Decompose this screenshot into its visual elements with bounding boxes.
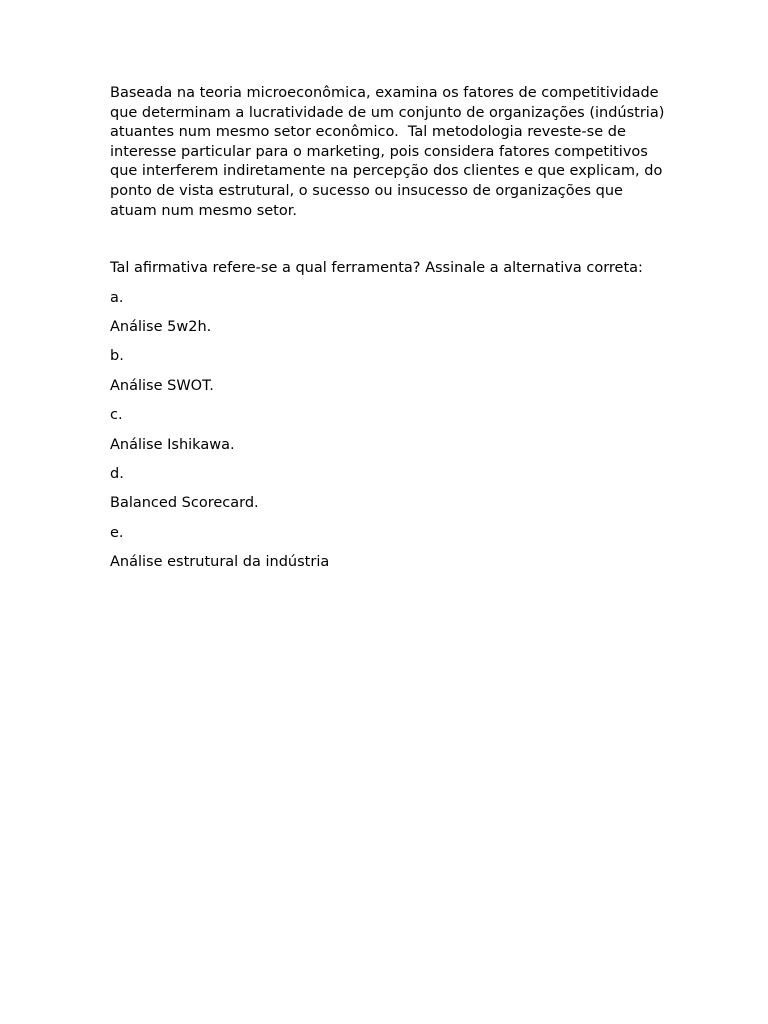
option-e-text: Análise estrutural da indústria	[110, 554, 330, 571]
option-b-text: Análise SWOT.	[110, 377, 214, 394]
question-text: Tal afirmativa refere-se a qual ferramenta? Assinale a alternativa correta:	[110, 260, 643, 277]
option-d-letter: d.	[110, 465, 124, 482]
options-list	[110, 279, 670, 573]
option-a-letter: a.	[110, 289, 124, 306]
document-content	[110, 84, 670, 573]
passage-text: Baseada na teoria microeconômica, examina os fatores de competitividade que determinam a lucratividade de um conjunto de organizações (indústria) atuantes num mesmo setor econômico. Tal metodologia reveste-se de interesse particular para o marketing, pois considera fatores competitivos que interferem indiretamente na percepção dos clientes e que explicam, do ponto de vista estrutural, o sucesso ou insucesso de organizações que atuam num mesmo setor.	[110, 85, 669, 219]
option-e-letter: e.	[110, 524, 124, 541]
option-c-text: Análise Ishikawa.	[110, 436, 235, 453]
option-a-text: Análise 5w2h.	[110, 318, 212, 335]
option-b-letter: b.	[110, 348, 124, 365]
option-c-letter: c.	[110, 407, 123, 424]
option-d-text: Balanced Scorecard.	[110, 495, 259, 512]
